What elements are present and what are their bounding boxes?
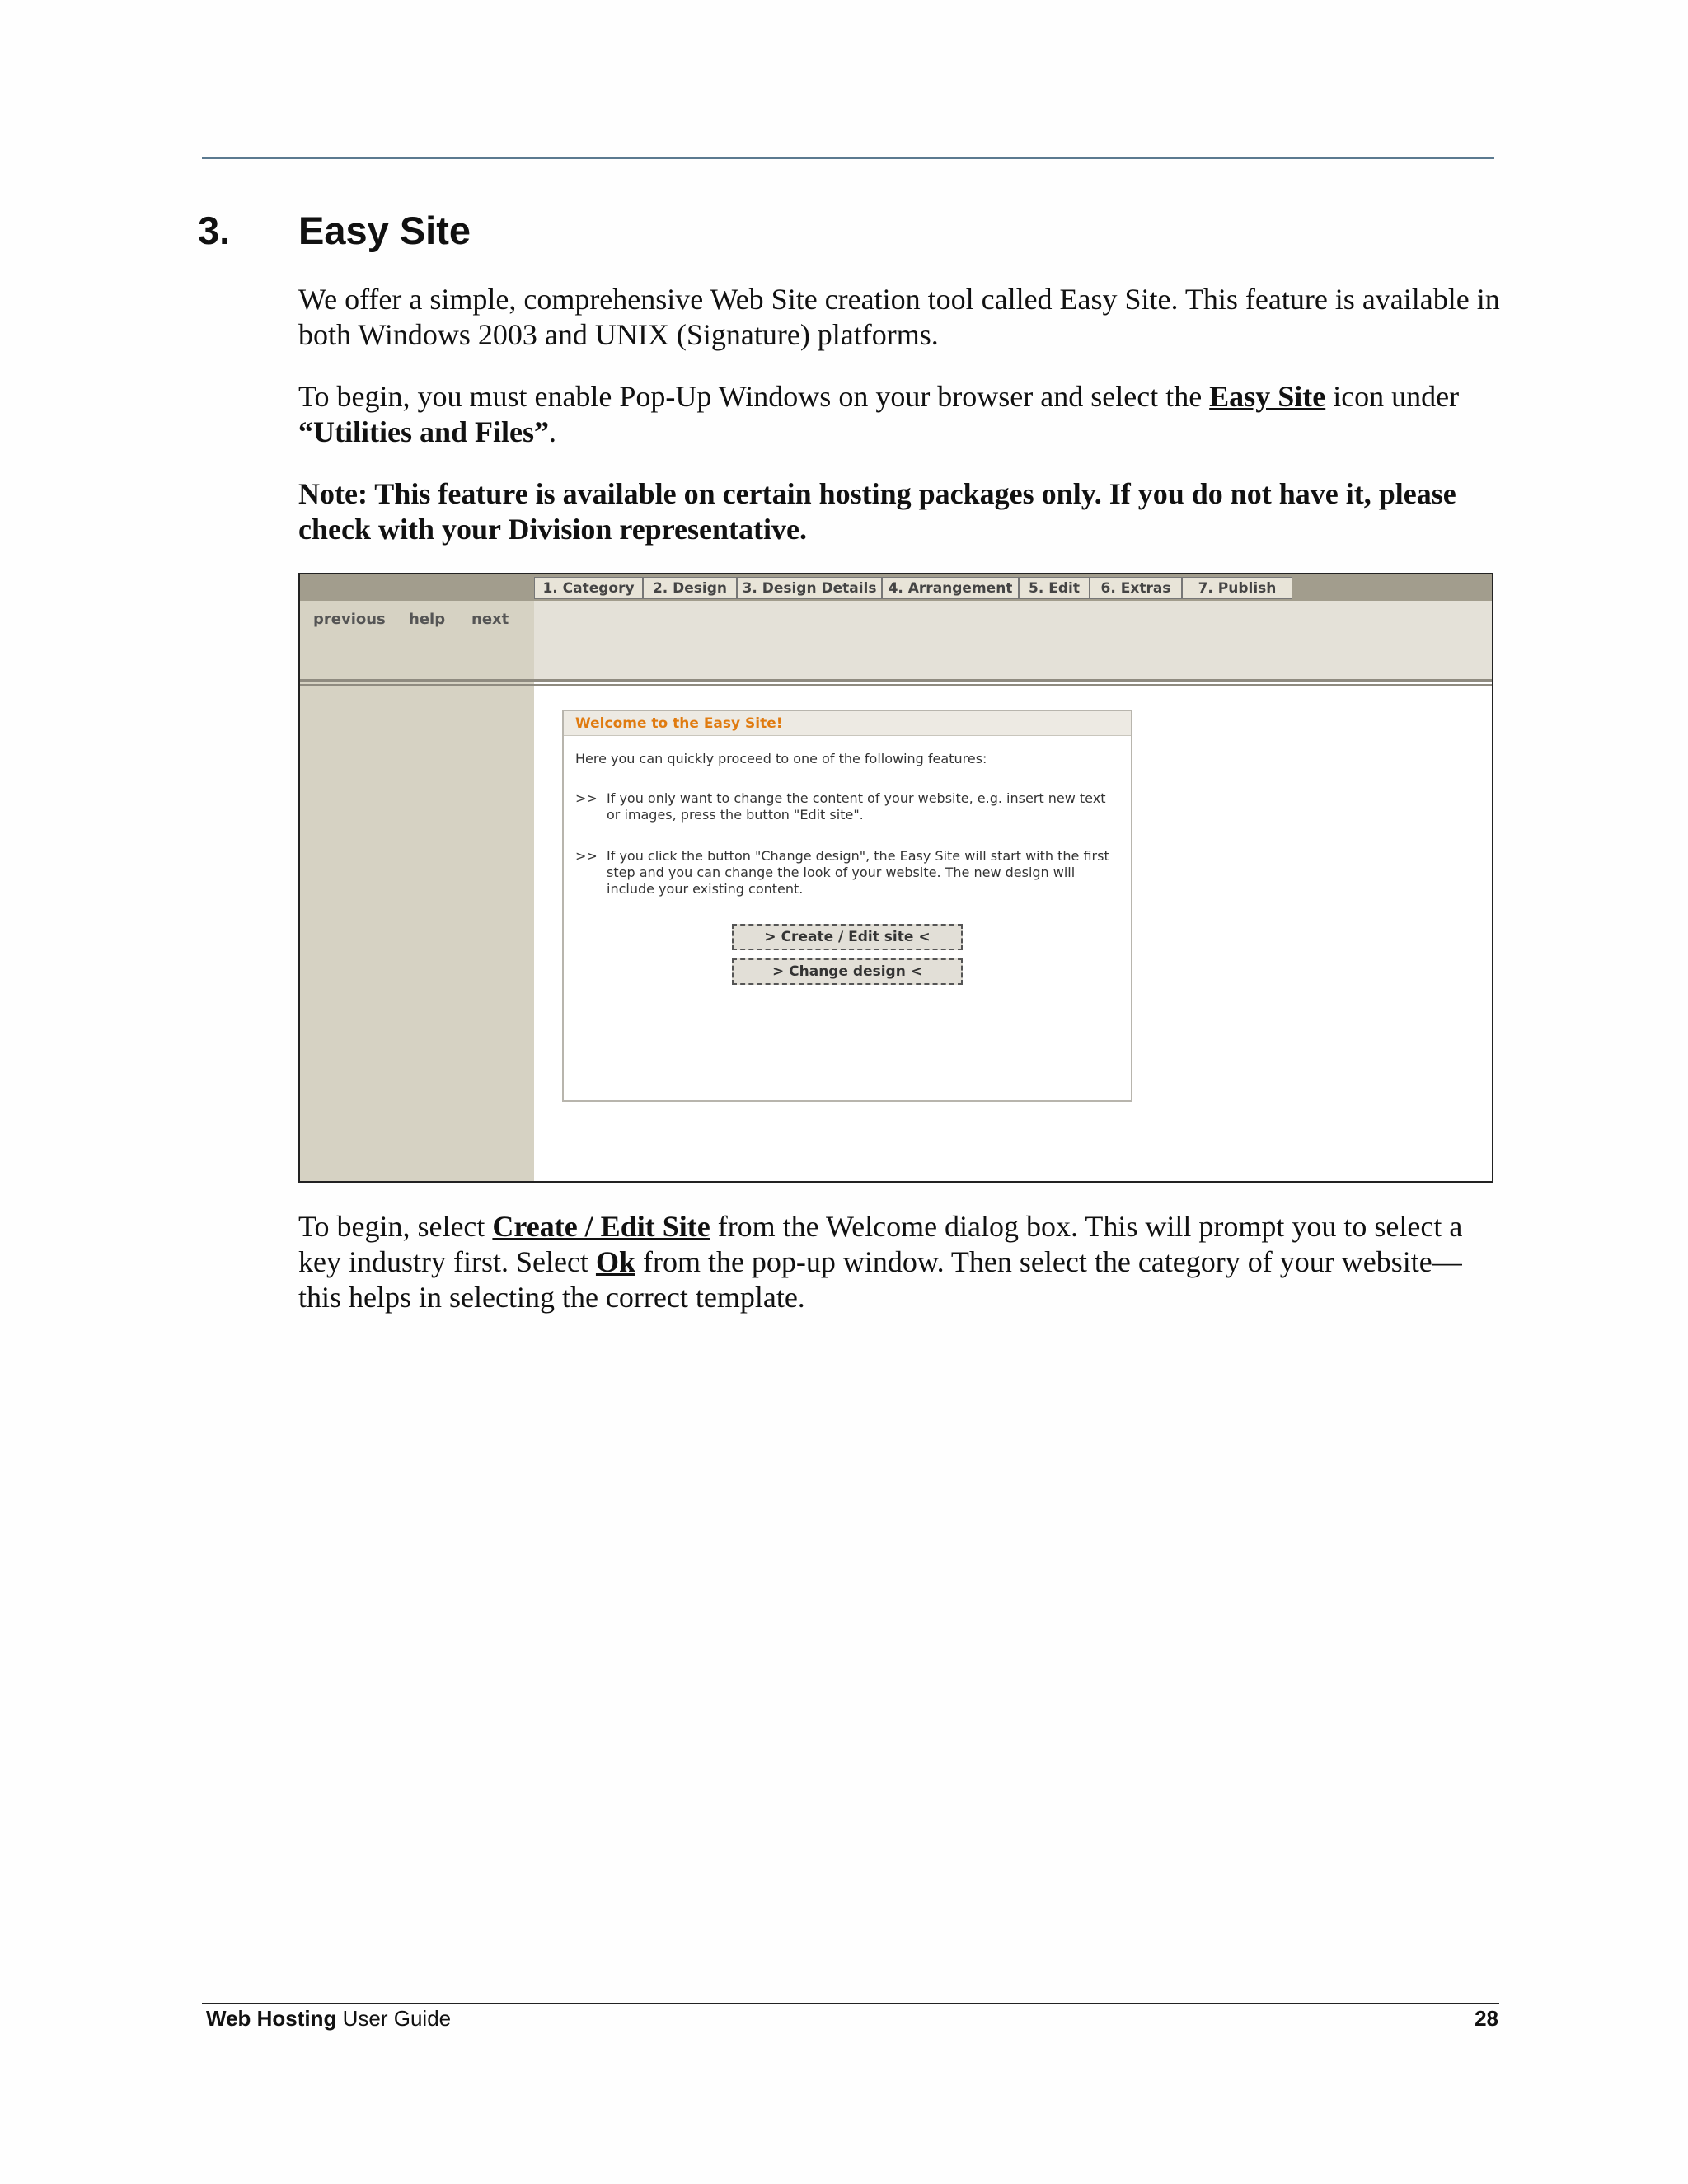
footer-title-bold: Web Hosting	[206, 2006, 337, 2031]
separator	[300, 679, 1492, 682]
arrow-bullet: >>	[575, 790, 598, 806]
tab-arrangement[interactable]: 4. Arrangement	[882, 577, 1019, 599]
section-title: Easy Site	[298, 209, 471, 252]
text-span: .	[549, 415, 556, 448]
ok-link[interactable]: Ok	[595, 1245, 635, 1278]
easy-site-link[interactable]: Easy Site	[1209, 380, 1326, 413]
dialog-intro: Here you can quickly proceed to one of the following features:	[575, 751, 987, 766]
tab-design[interactable]: 2. Design	[643, 577, 737, 599]
dialog-title: Welcome to the Easy Site!	[564, 711, 1131, 736]
arrow-bullet: >>	[575, 848, 598, 864]
tab-design-details[interactable]: 3. Design Details	[737, 577, 882, 599]
section-heading	[198, 208, 1500, 257]
text-span: To begin, select	[298, 1210, 493, 1243]
tab-category[interactable]: 1. Category	[534, 577, 643, 599]
footer-rule	[202, 2003, 1499, 2004]
dialog-item-design: If you click the button "Change design", the Easy Site will start with the first step and you can change the look of your website. The new design will include your existing content.	[607, 848, 1109, 897]
header-rule	[202, 157, 1494, 159]
intro-paragraph: We offer a simple, comprehensive Web Site creation tool called Easy Site. This feature is available in both Windows 2003 and UNIX (Signature) platforms.	[298, 283, 1500, 351]
enable-popups-paragraph	[298, 379, 1502, 450]
easy-site-screenshot	[298, 573, 1493, 1183]
section-number: 3.	[198, 209, 231, 252]
note-paragraph: Note: This feature is available on certain hosting packages only. If you do not have it, please check with your Division representative.	[298, 477, 1456, 546]
tab-edit[interactable]: 5. Edit	[1019, 577, 1090, 599]
dialog-item-edit: If you only want to change the content of your website, e.g. insert new text or images, press the button "Edit site".	[607, 790, 1106, 823]
text-span: To begin, you must enable Pop-Up Windows on your browser and select the	[298, 380, 1210, 413]
text-span: icon under	[1325, 380, 1460, 413]
welcome-dialog	[562, 710, 1132, 1102]
help-link[interactable]: help	[409, 611, 446, 628]
tab-extras[interactable]: 6. Extras	[1090, 577, 1182, 599]
text-span: from the pop-up window. Then select the category of your website—this helps in selecting the correct template.	[298, 1245, 1462, 1314]
utilities-and-files-label: “Utilities and Files”	[298, 415, 549, 448]
toolbar-area	[534, 601, 1492, 679]
create-edit-site-button[interactable]: > Create / Edit site <	[732, 924, 963, 950]
previous-link[interactable]: previous	[313, 611, 386, 628]
page-number: 28	[1475, 2006, 1498, 2031]
tab-publish[interactable]: 7. Publish	[1182, 577, 1292, 599]
footer-title	[206, 2006, 451, 2032]
left-panel-lower	[300, 686, 534, 1181]
instructions-paragraph	[298, 1209, 1502, 1315]
change-design-button[interactable]: > Change design <	[732, 958, 963, 985]
next-link[interactable]: next	[471, 611, 509, 628]
wizard-tab-bar	[300, 574, 1492, 601]
footer-title-rest: User Guide	[336, 2006, 452, 2031]
text-span: from the Welcome dialog box. This will prompt you to select a key industry first. Select	[298, 1210, 1463, 1278]
create-edit-site-link[interactable]: Create / Edit Site	[492, 1210, 710, 1243]
